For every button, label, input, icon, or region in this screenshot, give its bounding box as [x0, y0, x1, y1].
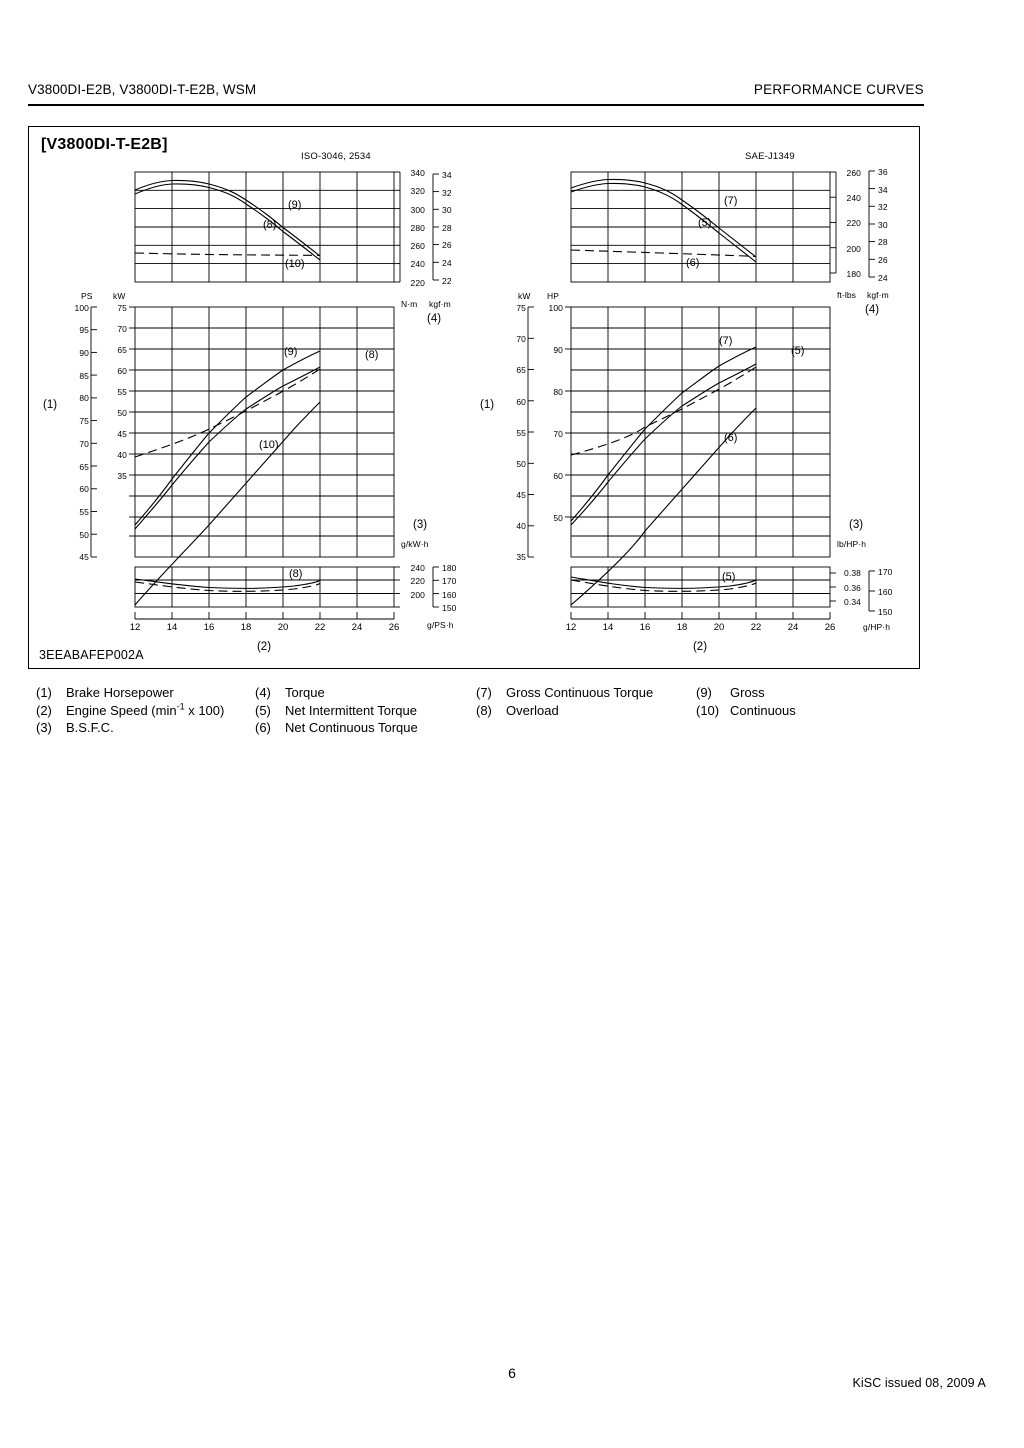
left-torque-nm-tick: 240	[410, 259, 425, 269]
left-curve-label-9-power: (9)	[284, 346, 298, 358]
right-curve-label-5-power: (5)	[791, 345, 805, 357]
drawing-number: 3EEABAFEP002A	[39, 648, 144, 662]
left-power-kw-unit: kW	[113, 291, 126, 301]
left-power-kw-tick: 70	[117, 324, 127, 334]
right-power-hp-tick: 80	[553, 387, 563, 397]
right-torque-kgfm-tick: 32	[878, 202, 888, 212]
left-bsfc-gpsh-tick: 170	[442, 576, 457, 586]
right-x-tick: 26	[824, 622, 836, 633]
legend-column-2	[255, 684, 418, 737]
right-bsfc-callout: (3)	[849, 519, 864, 531]
legend-column-3	[476, 684, 653, 719]
right-torque-kgfm-tick: 24	[878, 273, 888, 283]
left-curve-label-9-torque: (9)	[288, 199, 302, 211]
legend-number: (8)	[476, 702, 492, 718]
left-torque-nm-tick: 340	[410, 168, 425, 178]
right-power-kw-tick: 50	[516, 459, 526, 469]
left-x-tick: 22	[314, 622, 326, 633]
legend-item	[36, 702, 224, 720]
right-torque-kgfm-tick: 26	[878, 255, 888, 265]
left-bsfc-gkwh-tick: 220	[410, 576, 425, 586]
left-bsfc-gpsh-tick: 180	[442, 563, 457, 573]
left-x-tick: 16	[203, 622, 215, 633]
left-power-kw-tick: 35	[117, 471, 127, 481]
right-x-tick: 16	[639, 622, 651, 633]
right-power-kw-tick: 75	[516, 303, 526, 313]
left-bsfc-callout: (3)	[413, 519, 428, 531]
right-torque-kgfm-unit: kgf·m	[867, 290, 889, 300]
curve-left-overload-torque	[135, 184, 320, 260]
right-x-tick: 18	[676, 622, 688, 633]
page-number: 6	[508, 1365, 516, 1381]
curve-right-net-continuous-torque	[571, 250, 756, 256]
left-power-ps-tick: 50	[79, 530, 89, 540]
right-power-kw-tick: 45	[516, 490, 526, 500]
legend-label: Continuous	[730, 702, 796, 718]
right-power-hp-tick: 50	[553, 513, 563, 523]
right-power-kw-tick: 60	[516, 397, 526, 407]
right-x-axis-callout: (2)	[692, 641, 708, 653]
left-x-tick: 20	[277, 622, 289, 633]
left-power-kw-tick: 50	[117, 408, 127, 418]
right-torque-kgfm-tick: 28	[878, 237, 888, 247]
legend-column-1	[36, 684, 224, 737]
right-power-hp-tick: 70	[553, 429, 563, 439]
legend-label-pre: Engine Speed (min	[66, 702, 177, 718]
left-power-kw-tick: 40	[117, 450, 127, 460]
left-torque-callout: (4)	[427, 313, 442, 325]
right-curve-label-7-power: (7)	[719, 335, 733, 347]
left-power-ps-unit: PS	[81, 291, 93, 301]
left-power-ps-tick: 85	[79, 371, 89, 381]
left-power-kw-tick: 55	[117, 387, 127, 397]
left-torque-nm-tick: 280	[410, 223, 425, 233]
left-power-kw-tick: 65	[117, 345, 127, 355]
left-bsfc-gpsh-tick: 160	[442, 590, 457, 600]
right-torque-ftlbs-tick: 240	[846, 193, 861, 203]
right-power-kw-tick: 65	[516, 365, 526, 375]
legend-label: Net Continuous Torque	[285, 720, 418, 735]
legend-number: (6)	[255, 720, 271, 735]
legend-item	[255, 719, 418, 737]
left-x-axis-callout: (2)	[256, 641, 272, 653]
right-curve-label-5-bsfc: (5)	[722, 571, 736, 583]
left-power-ps-tick: 70	[79, 439, 89, 449]
right-x-tick: 14	[602, 622, 614, 633]
left-power-kw-tick: 60	[117, 366, 127, 376]
legend-item	[255, 684, 418, 702]
chart-sae-j1349	[471, 127, 921, 668]
legend-label: Torque	[285, 685, 325, 700]
left-torque-nm-tick: 260	[410, 241, 425, 251]
legend-label: Brake Horsepower	[66, 685, 174, 700]
left-power-ps-tick: 45	[79, 552, 89, 562]
legend-number: (10)	[696, 702, 720, 718]
left-power-callout: (1)	[43, 399, 58, 411]
right-x-tick: 24	[787, 622, 799, 633]
legend-item	[696, 684, 796, 702]
right-torque-ftlbs-tick: 260	[846, 168, 861, 178]
right-power-hp-tick: 60	[553, 471, 563, 481]
left-x-tick: 18	[240, 622, 252, 633]
header-model-text: V3800DI-E2B, V3800DI-T-E2B, WSM	[28, 82, 257, 97]
right-bsfc-ghph-tick: 160	[878, 587, 893, 597]
left-torque-kgfm-tick: 26	[442, 240, 452, 250]
legend-number: (9)	[696, 685, 712, 700]
right-torque-ftlbs-tick: 180	[846, 269, 861, 279]
header-divider	[28, 104, 924, 106]
chart-panel-title: [V3800DI-T-E2B]	[41, 136, 168, 153]
left-bsfc-gkwh-tick: 240	[410, 563, 425, 573]
right-power-kw-tick: 40	[516, 521, 526, 531]
right-bsfc-lbhph-tick: 0.34	[844, 597, 861, 607]
left-torque-kgfm-unit: kgf·m	[429, 299, 451, 309]
page-header	[28, 82, 924, 106]
left-torque-kgfm-tick: 30	[442, 205, 452, 215]
left-power-ps-tick: 100	[74, 303, 89, 313]
curve-left-net-power-dashed	[135, 369, 320, 457]
left-power-ps-tick: 95	[79, 325, 89, 335]
right-power-hp-unit: HP	[547, 291, 560, 301]
left-power-ps-tick: 80	[79, 393, 89, 403]
legend-label: B.S.F.C.	[66, 720, 114, 735]
legend-number: (7)	[476, 685, 492, 700]
left-torque-kgfm-tick: 34	[442, 170, 452, 180]
legend-item	[255, 702, 418, 720]
legend-number: (4)	[255, 685, 271, 700]
curve-left-gross-torque	[135, 180, 320, 256]
right-power-kw-unit: kW	[518, 291, 531, 301]
legend-number: (5)	[255, 702, 271, 718]
legend-item	[36, 684, 224, 702]
right-torque-kgfm-tick: 34	[878, 185, 888, 195]
right-curve-label-6-power: (6)	[724, 432, 738, 444]
right-torque-ftlbs-tick: 220	[846, 218, 861, 228]
left-torque-kgfm-tick: 22	[442, 276, 452, 286]
left-x-tick: 24	[351, 622, 363, 633]
right-torque-kgfm-tick: 36	[878, 167, 888, 177]
left-torque-kgfm-tick: 24	[442, 258, 452, 268]
chart-right-standard-label: SAE-J1349	[745, 151, 795, 162]
right-x-tick: 20	[713, 622, 725, 633]
left-torque-nm-tick: 300	[410, 205, 425, 215]
left-torque-kgfm-tick: 32	[442, 188, 452, 198]
right-power-kw-tick: 55	[516, 428, 526, 438]
right-torque-ftlbs-tick: 200	[846, 244, 861, 254]
right-curve-label-5-torque: (5)	[698, 217, 712, 229]
left-x-tick: 26	[388, 622, 400, 633]
footer-issued-text: KiSC issued 08, 2009 A	[852, 1376, 986, 1390]
curve-right-net-intermittent-power	[571, 364, 756, 525]
left-torque-nm-unit: N·m	[401, 299, 418, 309]
left-bsfc-gpsh-tick: 150	[442, 603, 457, 613]
header-section-title: PERFORMANCE CURVES	[753, 82, 924, 97]
right-power-callout: (1)	[480, 399, 495, 411]
left-torque-nm-tick: 220	[410, 278, 425, 288]
legend-item	[476, 684, 653, 702]
left-power-ps-tick: 55	[79, 507, 89, 517]
left-torque-nm-tick: 320	[410, 186, 425, 196]
right-torque-callout: (4)	[865, 304, 880, 316]
legend-label: Overload	[506, 702, 559, 718]
right-bsfc-ghph-unit: g/HP·h	[863, 622, 891, 632]
right-power-kw-tick: 35	[516, 552, 526, 562]
legend-item	[476, 702, 653, 720]
left-curve-label-10-torque: (10)	[285, 258, 305, 270]
curve-left-gross-power	[135, 351, 320, 525]
left-bsfc-gkwh-tick: 200	[410, 590, 425, 600]
left-curve-label-8-torque: (8)	[263, 219, 277, 231]
legend-number: (3)	[36, 720, 52, 735]
left-x-tick: 12	[129, 622, 141, 633]
right-bsfc-ghph-tick: 150	[878, 607, 893, 617]
right-power-hp-tick: 100	[548, 303, 563, 313]
chart-left-standard-label: ISO-3046, 2534	[301, 151, 371, 162]
left-curve-label-8-bsfc: (8)	[289, 568, 303, 580]
right-bsfc-ghph-tick: 170	[878, 567, 893, 577]
legend-label: Net Intermittent Torque	[285, 702, 417, 718]
right-x-tick: 12	[565, 622, 577, 633]
right-power-hp-tick: 90	[553, 345, 563, 355]
legend-item	[696, 702, 796, 720]
left-curve-label-10-power: (10)	[259, 439, 279, 451]
right-bsfc-lbhph-tick: 0.38	[844, 568, 861, 578]
right-power-kw-tick: 70	[516, 334, 526, 344]
legend-column-4	[696, 684, 796, 719]
left-bsfc-gpsh-unit: g/PS·h	[427, 620, 454, 630]
left-power-kw-tick: 75	[117, 303, 127, 313]
right-curve-label-6-torque: (6)	[686, 257, 700, 269]
left-curve-label-8-power: (8)	[365, 349, 379, 361]
left-power-ps-tick: 60	[79, 484, 89, 494]
right-torque-ftlbs-unit: ft-lbs	[837, 290, 857, 300]
legend-item	[36, 719, 224, 737]
legend-label: Gross Continuous Torque	[506, 685, 654, 700]
right-bsfc-lbhph-tick: 0.36	[844, 583, 861, 593]
left-bsfc-gkwh-unit: g/kW·h	[401, 539, 429, 549]
legend-number: (2)	[36, 702, 52, 718]
left-torque-kgfm-tick: 28	[442, 223, 452, 233]
legend-label: Gross	[730, 685, 765, 700]
legend-label-exponent: -1	[176, 701, 185, 712]
left-x-tick: 14	[166, 622, 178, 633]
left-power-ps-tick: 75	[79, 416, 89, 426]
legend-number: (1)	[36, 685, 52, 700]
performance-curves-panel	[28, 126, 920, 669]
right-curve-label-7-torque: (7)	[724, 195, 738, 207]
left-power-ps-tick: 90	[79, 348, 89, 358]
left-power-kw-tick: 45	[117, 429, 127, 439]
right-bsfc-lbhph-unit: lb/HP·h	[837, 539, 867, 549]
legend-label-post: x 100)	[184, 702, 225, 718]
curve-left-continuous-torque	[135, 253, 320, 255]
left-power-ps-tick: 65	[79, 462, 89, 472]
right-x-tick: 22	[750, 622, 762, 633]
chart-iso-3046	[29, 127, 479, 668]
right-torque-kgfm-tick: 30	[878, 220, 888, 230]
